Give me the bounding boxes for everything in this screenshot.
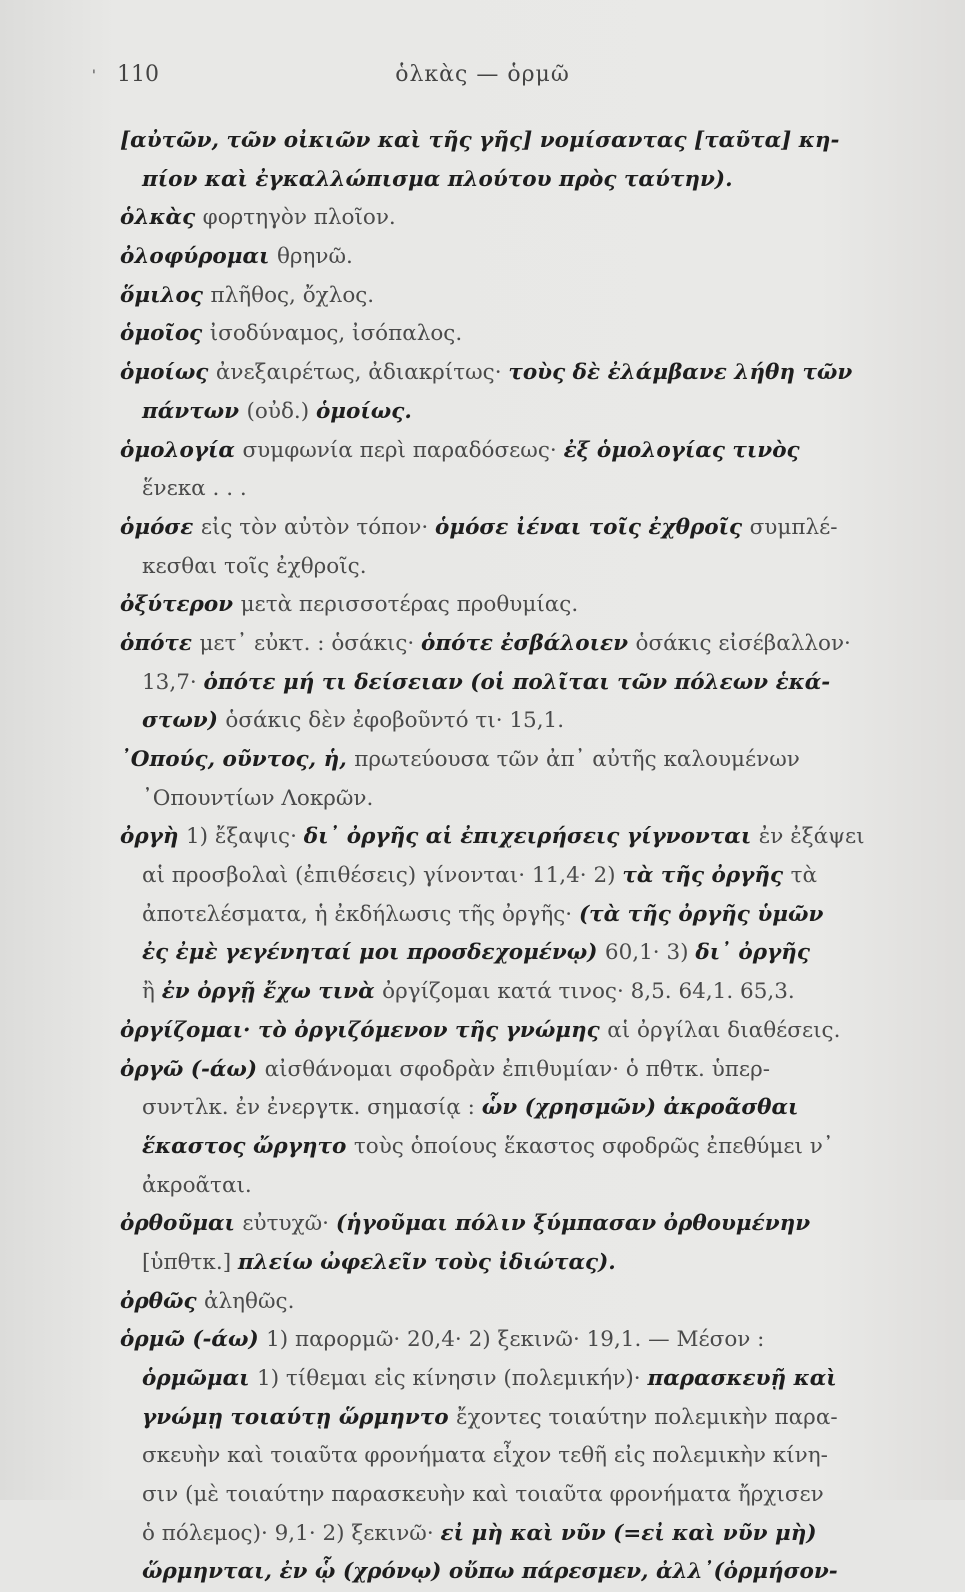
headword-text: ὅμιλος (120, 282, 211, 308)
headword-text: τοὺς δὲ ἐλάμβανε λήθη τῶν (508, 360, 853, 386)
text-line (120, 199, 928, 238)
text-line (120, 973, 928, 1012)
headword-text: ὥρμηνται, ἐν ᾧ (χρόνῳ) οὔπω πάρεσμεν, ἀλλ᾽(ὁρμήσον- (142, 1559, 838, 1585)
headword-text: ὁρμῶμαι (142, 1366, 258, 1391)
headword-text: [αὐτῶν, τῶν οἰκιῶν καὶ τῆς γῆς] νομίσαντας [ταῦτα] κη- (120, 128, 840, 153)
headword-text: ἕκαστος ὤργητο (142, 1133, 354, 1159)
definition-text: πλῆθος, ὄχλος. (210, 282, 375, 308)
text-line (120, 1128, 928, 1167)
headword-text: (τὰ τῆς ὀργῆς ὑμῶν (578, 901, 824, 927)
text-line (120, 1012, 928, 1051)
definition-text: συντλκ. ἐν ἐνεργτκ. σημασίᾳ : (142, 1095, 482, 1121)
definition-text: ἀληθῶς. (204, 1288, 295, 1314)
text-line (120, 780, 928, 819)
definition-text: μετὰ περισσοτέρας προθυμίας. (240, 592, 579, 618)
text-line (120, 277, 928, 316)
text-line (120, 741, 928, 780)
text-line (120, 1167, 928, 1206)
headword-text: ὁρμῶ (-άω) (120, 1327, 267, 1353)
definition-text: ᾽Οπουντίων Λοκρῶν. (142, 785, 374, 811)
text-line (120, 1051, 928, 1090)
headword-text: ὀρθῶς (120, 1288, 205, 1314)
headword-text: πάντων (142, 398, 247, 424)
text-line (120, 818, 928, 857)
headword-text: ὁμολογία (120, 437, 243, 463)
text-line (120, 1515, 928, 1554)
text-line (120, 702, 928, 741)
text-line (120, 1399, 928, 1438)
text-line (120, 1244, 928, 1283)
definition-text: αἱ ὀργίλαι διαθέσεις. (607, 1017, 841, 1043)
definition-text: ἀνεξαιρέτως, ἀδιακρίτως· (215, 360, 509, 386)
definition-text: 1) παρορμῶ· 20,4· 2) ξεκινῶ· 19,1. — Μέσον : (266, 1327, 765, 1353)
definition-text: ὁσάκις εἰσέβαλλον· (635, 630, 851, 656)
text-line (120, 664, 928, 703)
headword-text: ἐν ὀργῇ ἔχω τινὰ (161, 979, 383, 1005)
headword-text: ὁπότε ἐσβάλοιεν (421, 630, 636, 656)
headword-text: ὁμοῖος (120, 321, 210, 347)
text-line (120, 238, 928, 277)
text-line (120, 1283, 928, 1322)
text-line (120, 548, 928, 587)
text-line (120, 934, 928, 973)
headword-text: (ἡγοῦμαι πόλιν ξύμπασαν ὀρθουμένην (335, 1211, 811, 1237)
text-line (120, 586, 928, 625)
definition-text: αἰσθάνομαι σφοδρὰν ἐπιθυμίαν· ὁ πθτκ. ὑπερ- (264, 1056, 770, 1082)
text-line (120, 509, 928, 548)
text-line (120, 1553, 928, 1592)
definition-text: τοὺς ὁποίους ἕκαστος σφοδρῶς ἐπεθύμει ν᾽ (353, 1133, 834, 1159)
definition-text: 60,1· 3) (604, 940, 696, 966)
headword-text: ὁμοίως. (315, 398, 412, 424)
definition-text: ἔχοντες τοιαύτην πολεμικὴν παρα- (456, 1404, 838, 1430)
text-line (120, 161, 928, 200)
running-title: ὁλκὰς — ὁρμῶ (395, 62, 570, 87)
headword-text: ὁλκὰς (120, 205, 203, 231)
text-line (120, 1205, 928, 1244)
definition-text: πρωτεύουσα τῶν ἀπ᾽ αὐτῆς καλουμένων (354, 747, 800, 772)
headword-text: ὁμοίως (120, 360, 216, 386)
margin-mark: ' (92, 68, 96, 84)
headword-text: ὀλοφύρομαι (120, 244, 277, 270)
definition-text: μετ᾽ εὐκτ. : ὁσάκις· (199, 630, 422, 656)
headword-text: ὧν (χρησμῶν) ἀκροᾶσθαι (481, 1095, 799, 1121)
definition-text: συμφωνία περὶ παραδόσεως· (242, 437, 564, 463)
text-line (120, 122, 928, 161)
definition-text: (οὐδ.) (246, 398, 316, 424)
headword-text: στων) (142, 708, 226, 734)
definition-text: ἐν ἐξάψει (758, 824, 865, 850)
definition-text: 1) τίθεμαι εἰς κίνησιν (πολεμικήν)· (257, 1366, 648, 1391)
definition-text: συμπλέ- (749, 514, 838, 540)
headword-text: ὁμόσε (120, 514, 201, 540)
headword-text: δι᾽ ὀργῆς (695, 940, 810, 966)
definition-text: τὰ (790, 863, 817, 889)
definition-text: [ὑπθτκ.] (142, 1249, 238, 1275)
text-line (120, 896, 928, 935)
headword-text: ἐξ ὁμολογίας τινὸς (563, 437, 800, 463)
text-line (120, 1089, 928, 1128)
text-line (120, 393, 928, 432)
text-line (120, 857, 928, 896)
definition-text: 1) ἔξαψις· (185, 824, 304, 850)
text-line (120, 1360, 928, 1399)
text-line (120, 354, 928, 393)
headword-text: πίον καὶ ἐγκαλλώπισμα πλούτου πρὸς ταύτην). (142, 166, 733, 192)
headword-text: γνώμῃ τοιαύτῃ ὥρμηντο (142, 1404, 457, 1430)
headword-text: ὀργῶ (-άω) (120, 1056, 265, 1082)
definition-text: ἢ (142, 979, 162, 1005)
definition-text: 13,7· (142, 669, 204, 695)
headword-text: ὁμόσε ἰέναι τοῖς ἐχθροῖς (435, 514, 750, 540)
headword-text: ὀργὴ (120, 824, 186, 850)
definition-text: ἀποτελέσματα, ἡ ἐκδήλωσις τῆς ὀργῆς· (142, 901, 579, 927)
headword-text: παρασκευῇ καὶ (647, 1366, 837, 1391)
definition-text: ὁσάκις δὲν ἐφοβοῦντό τι· 15,1. (225, 708, 565, 734)
definition-text: ἰσοδύναμος, ἰσόπαλος. (209, 321, 463, 347)
page-header (0, 62, 965, 102)
definition-text: ὁ πόλεμος)· 9,1· 2) ξεκινῶ· (142, 1520, 441, 1546)
text-line (120, 1321, 928, 1360)
text-line (120, 315, 928, 354)
definition-text: εὐτυχῶ· (242, 1211, 336, 1237)
definition-text: σιν (μὲ τοιαύτην παρασκευὴν καὶ τοιαῦτα φρονήματα ἤρχισεν (142, 1482, 824, 1508)
definition-text: φορτηγὸν πλοῖον. (202, 205, 396, 231)
definition-text: ἀκροᾶται. (142, 1172, 252, 1198)
headword-text: ἐς ἐμὲ γεγένηταί μοι προσδεχομένῳ) (142, 940, 605, 966)
headword-text: εἰ μὴ καὶ νῦν (=εἰ καὶ νῦν μὴ) (440, 1520, 817, 1546)
text-line (120, 625, 928, 664)
definition-text: θρηνῶ. (276, 244, 353, 270)
headword-text: ὀργίζομαι· τὸ ὀργιζόμενον τῆς γνώμης (120, 1017, 608, 1043)
headword-text: ὀρθοῦμαι (120, 1211, 243, 1237)
headword-text: δι᾽ ὀργῆς αἱ ἐπιχειρήσεις γίγνονται (303, 824, 759, 850)
definition-text: ὀργίζομαι κατά τινος· 8,5. 64,1. 65,3. (382, 979, 795, 1005)
headword-text: ᾽Οπούς, οῦντος, ἡ, (120, 747, 355, 772)
headword-text: ὁπότε (120, 630, 200, 656)
headword-text: ὀξύτερον (120, 592, 241, 618)
text-line (120, 470, 928, 509)
definition-text: εἰς τὸν αὐτὸν τόπον· (200, 514, 435, 540)
text-line (120, 1476, 928, 1515)
headword-text: ὁπότε μή τι δείσειαν (οἱ πολῖται τῶν πόλεων ἑκά- (203, 669, 831, 695)
page-number: 110 (117, 62, 159, 87)
text-line (120, 432, 928, 471)
entries-body (120, 122, 928, 1592)
definition-text: κεσθαι τοῖς ἐχθροῖς. (142, 553, 367, 579)
headword-text: πλείω ὠφελεῖν τοὺς ἰδιώτας). (237, 1249, 616, 1275)
definition-text: αἱ προσβολαὶ (ἐπιθέσεις) γίνονται· 11,4· 2) (142, 863, 623, 889)
definition-text: σκευὴν καὶ τοιαῦτα φρονήματα εἶχον τεθῆ εἰς πολεμικὴν κίνη- (142, 1443, 828, 1469)
text-line (120, 1437, 928, 1476)
headword-text: τὰ τῆς ὀργῆς (622, 863, 791, 889)
definition-text: ἕνεκα . . . (142, 476, 247, 502)
